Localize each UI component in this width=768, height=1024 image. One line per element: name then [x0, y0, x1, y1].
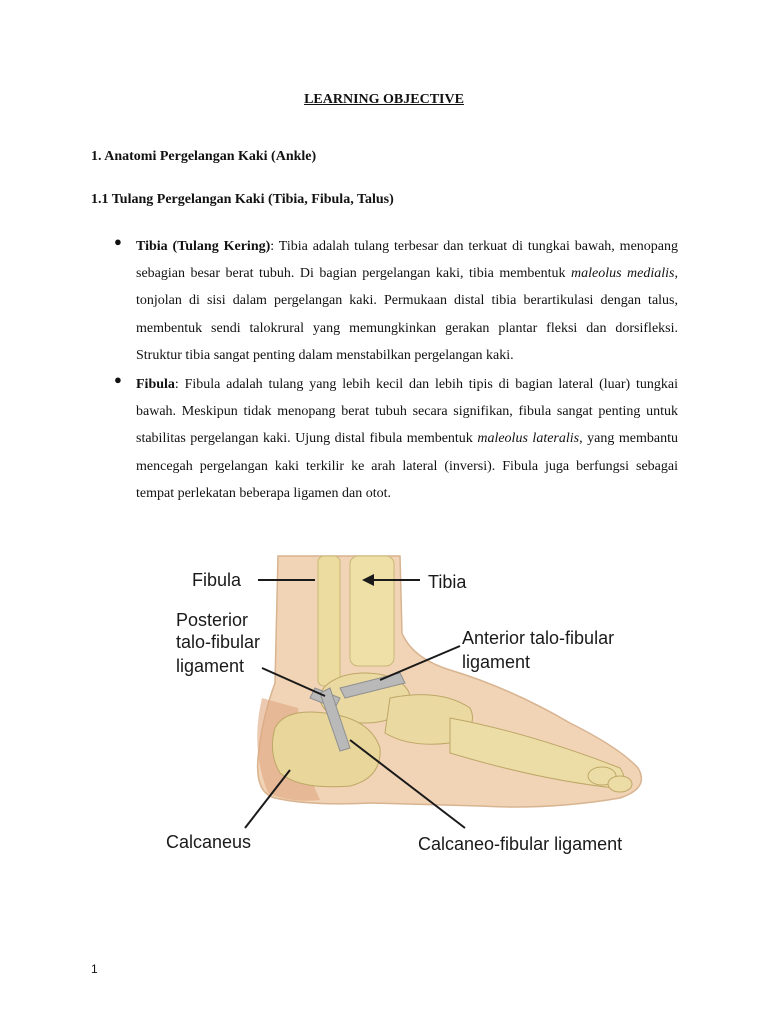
- text-part: , yang membantu mencegah pergelangan kaki terkilir ke arah lateral (inversi). Fibula juga berfungsi sebagai tempat perlekatan beberapa ligamen dan otot.: [136, 431, 678, 501]
- toe-bone: [608, 776, 632, 792]
- text-part: : Tibia adalah tulang terbesar dan terkuat di tungkai bawah, menopang sebagian besar berat tubuh. Di bagian pergelangan kaki, tibia membentuk: [136, 239, 678, 282]
- italic-term: maleolus lateralis: [477, 431, 580, 447]
- posterior-label-line1: Posterior: [176, 610, 249, 630]
- calcaneus-label: Calcaneus: [166, 832, 252, 852]
- list-item: [112, 371, 678, 507]
- section-heading: 1. Anatomi Pergelangan Kaki (Ankle): [91, 149, 317, 164]
- anterior-label-line2: ligament: [462, 652, 531, 672]
- paragraph: [136, 233, 678, 369]
- calcaneo-label: Calcaneo-fibular ligament: [418, 834, 623, 854]
- term: Fibula: [136, 377, 175, 393]
- bullet-list: [112, 233, 678, 509]
- text-part: : Fibula adalah tulang yang lebih kecil dan lebih tipis di bagian lateral (luar) tungkai bawah. Meskipun tidak menopang berat tubuh secara signifikan, fibula sangat penting untuk stabilitas pergelangan kaki. Ujung distal fibula membentuk: [136, 377, 678, 447]
- subsection-heading: 1.1 Tulang Pergelangan Kaki (Tibia, Fibula, Talus): [91, 192, 394, 207]
- anterior-label-line1: Anterior talo-fibular: [462, 628, 615, 648]
- italic-term: maleolus medialis: [570, 266, 675, 282]
- tibia-bone: [350, 556, 394, 666]
- page-number: 1: [91, 962, 98, 976]
- document-title: LEARNING OBJECTIVE: [304, 92, 464, 107]
- bullet-icon: ●: [114, 372, 122, 388]
- fibula-label: Fibula: [192, 570, 242, 590]
- posterior-label-line2: talo-fibular: [176, 632, 261, 652]
- tibia-label: Tibia: [428, 572, 467, 592]
- ankle-illustration: [150, 548, 670, 868]
- ankle-anatomy-figure: [150, 548, 670, 868]
- posterior-label-line3: ligament: [176, 656, 245, 676]
- term: Tibia (Tulang Kering): [136, 239, 271, 254]
- fibula-bone: [318, 556, 340, 686]
- list-item: [112, 233, 678, 369]
- paragraph: [136, 371, 678, 507]
- text-part: , tonjolan di sisi dalam pergelangan kaki. Permukaan distal tibia berartikulasi dengan talus, membentuk sendi talokrural yang memungkinkan gerakan plantar fleksi dan dorsifleksi. Struktur tibia sangat penting dalam menstabilkan pergelangan kaki.: [136, 266, 678, 363]
- bullet-icon: ●: [114, 234, 122, 249]
